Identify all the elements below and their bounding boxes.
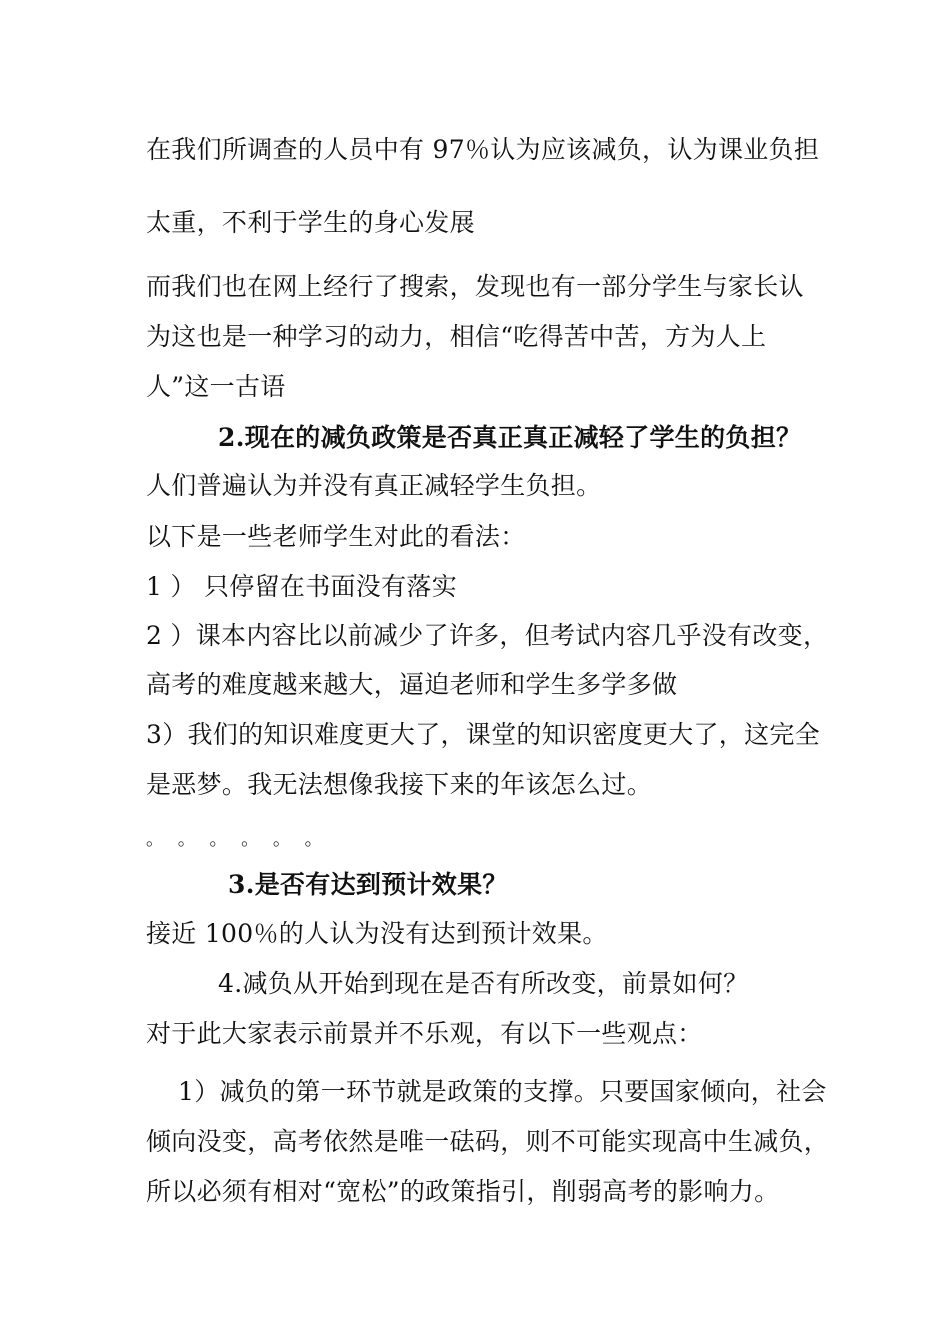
paragraph-line: 对于此大家表示前景并不乐观，有以下一些观点：	[146, 1019, 703, 1048]
paragraph-line: 在我们所调查的人员中有 97％认为应该减负，认为课业负担	[146, 135, 820, 164]
paragraph-line: 人”这一古语	[146, 372, 286, 401]
list-item: 3）我们的知识难度更大了，课堂的知识密度更大了，这完全	[146, 720, 821, 749]
section-heading: 2.现在的减负政策是否真正真正减轻了学生的负担？	[218, 423, 802, 452]
paragraph-line: 所以必须有相对“宽松”的政策指引，削弱高考的影响力。	[146, 1177, 780, 1206]
paragraph-line: 为这也是一种学习的动力，相信“吃得苦中苦，方为人上	[146, 322, 767, 351]
paragraph-line: 以下是一些老师学生对此的看法：	[146, 522, 526, 551]
list-item: 1 ） 只停留在书面没有落实	[146, 572, 458, 601]
list-item: 2 ）课本内容比以前减少了许多，但考试内容几乎没有改变，	[146, 621, 829, 650]
paragraph-line: 高考的难度越来越大，逼迫老师和学生多学多做	[146, 670, 678, 699]
paragraph-line: 接近 100％的人认为没有达到预计效果。	[146, 919, 608, 948]
paragraph-line: 倾向没变，高考依然是唯一砝码，则不可能实现高中生减负，	[146, 1127, 830, 1156]
list-item: 1）减负的第一环节就是政策的支撑。只要国家倾向，社会	[178, 1077, 827, 1106]
paragraph-line: 太重，不利于学生的身心发展	[146, 208, 475, 237]
ellipsis-dots: 。 。 。 。 。 。	[146, 829, 327, 850]
section-heading: 3.是否有达到预计效果？	[228, 870, 508, 899]
section-heading: 4.减负从开始到现在是否有所改变，前景如何？	[218, 969, 749, 998]
paragraph-line: 人们普遍认为并没有真正减轻学生负担。	[146, 471, 602, 500]
paragraph-line: 是恶梦。我无法想像我接下来的年该怎么过。	[146, 770, 653, 799]
paragraph-line: 而我们也在网上经行了搜索，发现也有一部分学生与家长认	[146, 272, 804, 301]
